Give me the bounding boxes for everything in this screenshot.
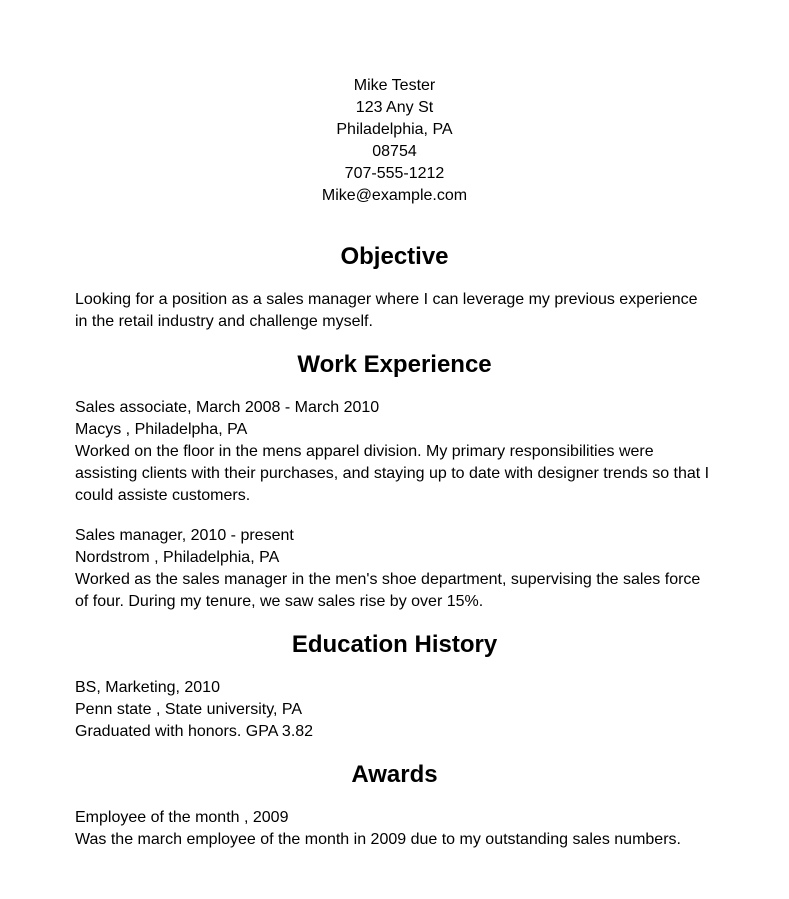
education-school: Penn state , State university, PA (75, 701, 303, 718)
contact-header (75, 75, 714, 207)
award-title-year: Employee of the month , 2009 (75, 809, 289, 826)
job-employer-location: Nordstrom , Philadelphia, PA (75, 549, 280, 566)
job-title-dates: Sales manager, 2010 - present (75, 527, 294, 544)
award-entry (75, 807, 714, 851)
award-description: Was the march employee of the month in 2009 due to my outstanding sales numbers. (75, 831, 681, 848)
awards-heading: Awards (351, 761, 438, 788)
objective-heading: Objective (340, 243, 449, 270)
contact-street: 123 Any St (355, 99, 434, 116)
job-entry (75, 397, 714, 507)
job-description: Worked as the sales manager in the men's shoe department, supervising the sales force of four. During my tenure, we saw sales rise by over 15%. (75, 571, 701, 610)
education-entry (75, 677, 714, 743)
objective-text: Looking for a position as a sales manager where I can leverage my previous experience in the retail industry and challenge myself. (75, 291, 698, 330)
section-education (75, 631, 714, 743)
job-entry (75, 525, 714, 613)
contact-city-state: Philadelphia, PA (336, 121, 453, 138)
job-title-dates: Sales associate, March 2008 - March 2010 (75, 399, 380, 416)
job-employer-location: Macys , Philadelpha, PA (75, 421, 248, 438)
section-awards (75, 761, 714, 851)
section-objective (75, 243, 714, 333)
section-work-experience (75, 351, 714, 613)
education-degree: BS, Marketing, 2010 (75, 679, 220, 696)
job-description: Worked on the floor in the mens apparel division. My primary responsibilities were assisting clients with their purchases, and staying up to date with designer trends so that I could assiste customers. (75, 443, 710, 504)
contact-phone: 707-555-1212 (344, 165, 445, 182)
education-details: Graduated with honors. GPA 3.82 (75, 723, 314, 740)
contact-zip: 08754 (372, 143, 417, 160)
education-heading: Education History (291, 631, 498, 658)
contact-name: Mike Tester (353, 77, 436, 94)
contact-email: Mike@example.com (321, 187, 468, 204)
work-experience-heading: Work Experience (297, 351, 492, 378)
